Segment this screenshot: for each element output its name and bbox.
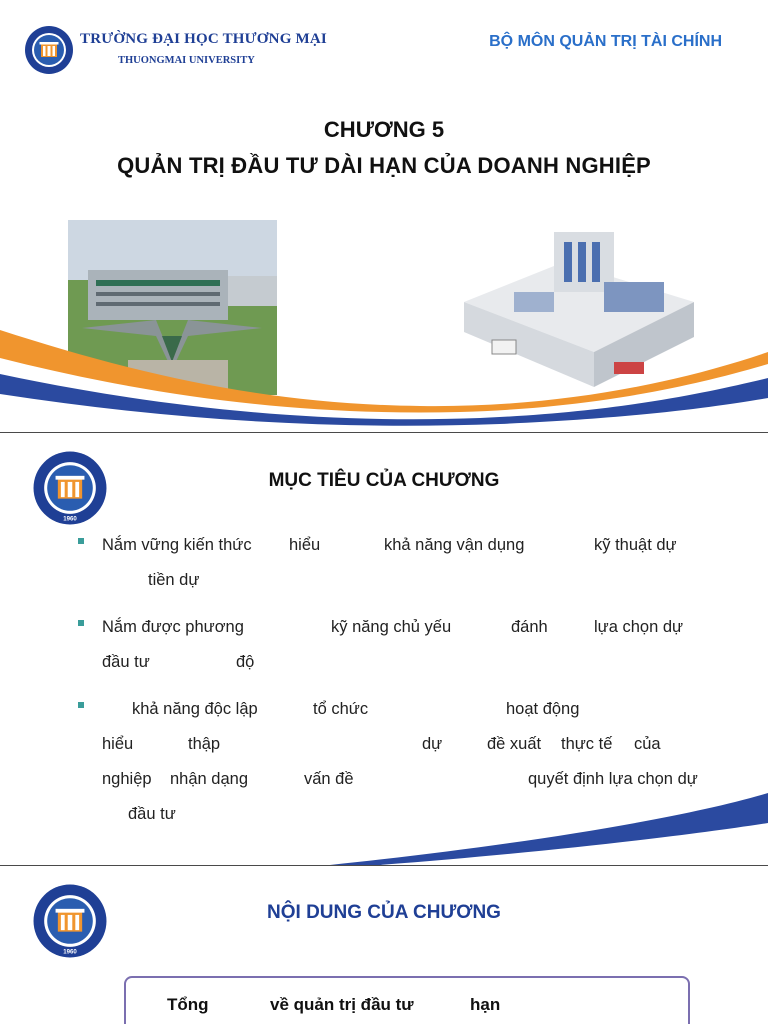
content-item-fragment: Tổng [167,995,209,1014]
text-fragment: nghiệp [102,770,152,788]
text-fragment: dự [422,735,443,753]
text-fragment: hiểu [102,735,134,753]
text-fragment: khả năng vận dụng [384,536,525,554]
text-fragment: quyết định lựa chọn dự [528,770,698,788]
text-fragment: đầu tư [128,805,176,823]
contents-title: NỘI DUNG CỦA CHƯƠNG [267,902,501,923]
university-name-en: THUONGMAI UNIVERSITY [118,55,255,66]
university-name-vi: TRƯỜNG ĐẠI HỌC THƯƠNG MẠI [80,31,327,47]
text-fragment: tổ chức [313,700,369,718]
list-item [78,613,738,683]
decorative-wave [0,745,768,865]
text-fragment: vấn đề [304,770,354,788]
text-fragment: thực tế [561,735,613,753]
content-item-fragment: hạn [470,995,501,1014]
text-fragment: Nắm vững kiến thức [102,536,252,554]
bullet-square-icon [78,538,84,544]
text-fragment: tiền dự [148,571,200,589]
bullet-square-icon [78,620,84,626]
seal-year: 1960 [63,948,77,956]
text-fragment: lựa chọn dự [594,618,684,636]
text-fragment: hoạt động [506,700,580,718]
slide-contents [0,866,768,1024]
text-fragment: đề xuất [487,735,542,753]
text-fragment: của [634,735,661,753]
text-fragment: đầu tư [102,653,150,671]
text-fragment: hiểu [289,536,321,554]
chapter-title: QUẢN TRỊ ĐẦU TƯ DÀI HẠN CỦA DOANH NGHIỆP [117,153,651,178]
list-item [78,531,738,601]
seal-year: 1960 [63,515,77,523]
text-fragment: đánh [511,618,548,636]
chapter-number: CHƯƠNG 5 [323,117,445,142]
text-fragment: Nắm được phương [102,618,244,636]
bullet-square-icon [78,702,84,708]
department-name: BỘ MÔN QUẢN TRỊ TÀI CHÍNH [489,33,722,50]
text-fragment: kỹ thuật dự [594,536,677,554]
slide-title [0,0,768,432]
content-item-box[interactable] [124,976,690,1024]
decorative-wave [0,312,768,432]
slide-objectives [0,433,768,865]
university-logo-icon [24,25,74,75]
text-fragment: thập [188,735,221,753]
objectives-title: MỤC TIÊU CỦA CHƯƠNG [268,470,500,491]
text-fragment: nhận dạng [170,770,248,788]
content-item-fragment: về quản trị đầu tư [270,995,414,1014]
text-fragment: kỹ năng chủ yếu [331,618,452,636]
text-fragment: khả năng độc lập [132,700,258,718]
text-fragment: độ [236,653,255,671]
